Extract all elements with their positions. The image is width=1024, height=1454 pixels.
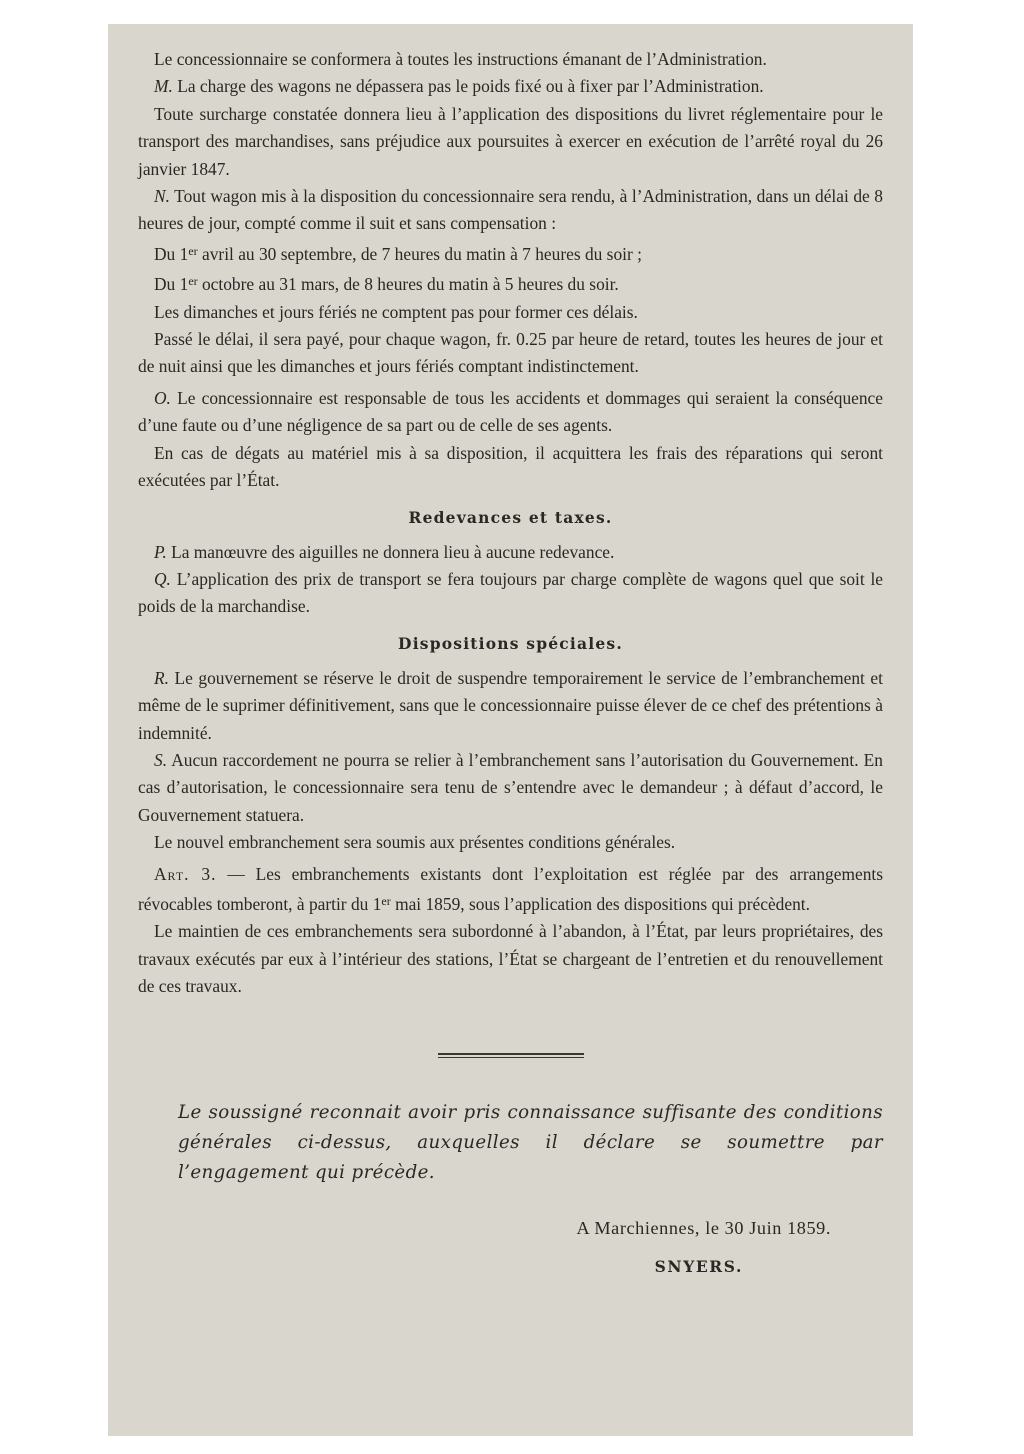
paragraph-maintenance: Le maintien de ces embranchements sera subordonné à l’abandon, à l’État, par leurs propriétaires, des travaux exécutés par eux à l’intérieur des stations, l’État se chargeant de l’entretien et du renouvellement de ces travaux. — [138, 921, 883, 997]
superscript-er: er — [381, 893, 391, 908]
clause-q-text: L’application des prix de transport se fera toujours par charge complète de wagons quel que soit le poids de la marchandise. — [138, 568, 883, 617]
signature-name: SNYERS. — [654, 1256, 743, 1276]
article-3-label: Art. 3. — [154, 863, 217, 884]
superscript-er: er — [188, 243, 198, 258]
clause-o-letter: O. — [154, 387, 171, 408]
schedule-winter-start: Du 1 — [154, 274, 189, 295]
separator-rule — [438, 1053, 584, 1058]
clause-q — [138, 566, 883, 621]
article-3-text-start: — Les embranchements existants dont l’exploitation est réglée par des arrangements révocables tomberont, à partir du 1 — [138, 863, 883, 914]
superscript-er: er — [188, 274, 198, 289]
schedule-winter — [138, 268, 883, 298]
clause-m — [138, 73, 883, 100]
declaration-text: Le soussigné reconnait avoir pris connaissance suffisante des conditions générales ci-dessus, auxquelles il déclare se soumettre par l’engagement qui précède. — [178, 1101, 883, 1183]
clause-p-letter: P. — [154, 541, 167, 562]
clause-s — [138, 747, 883, 829]
article-3-text-end: mai 1859, sous l’application des dispositions qui précèdent. — [390, 893, 810, 914]
document-body — [138, 46, 883, 1001]
clause-m-letter: M. — [154, 76, 173, 97]
paragraph-sundays: Les dimanches et jours fériés ne comptent pas pour former ces délais. — [154, 301, 638, 322]
clause-m-text: La charge des wagons ne dépassera pas le poids fixé ou à fixer par l’Administration. — [177, 76, 764, 97]
clause-r — [138, 665, 883, 747]
heading-redevances: Redevances et taxes. — [408, 507, 613, 527]
paragraph-new-branch: Le nouvel embranchement sera soumis aux présentes conditions générales. — [154, 832, 676, 853]
clause-p-text: La manœuvre des aiguilles ne donnera lieu à aucune redevance. — [171, 541, 615, 562]
clause-n — [138, 183, 883, 238]
schedule-summer-start: Du 1 — [154, 243, 189, 264]
clause-s-text: Aucun raccordement ne pourra se relier à l’embranchement sans l’autorisation du Gouvernement. En cas d’autorisation, le concessionnaire sera tenu de s’entendre avec le demandeur ; à défaut d’accord, le Gouvernement statuera. — [138, 749, 883, 825]
paragraph-instructions: Le concessionnaire se conformera à toutes les instructions émanant de l’Administration. — [154, 49, 767, 69]
clause-n-text: Tout wagon mis à la disposition du concessionnaire sera rendu, à l’Administration, dans un délai de 8 heures de jour, compté comme il suit et sans compensation : — [138, 186, 883, 234]
clause-p — [138, 539, 883, 566]
clause-r-letter: R. — [154, 667, 169, 688]
clause-s-letter: S. — [154, 749, 168, 770]
clause-n-letter: N. — [154, 186, 170, 207]
clause-q-letter: Q. — [154, 568, 171, 589]
schedule-summer-end: avril au 30 septembre, de 7 heures du matin à 7 heures du soir ; — [197, 243, 642, 264]
schedule-summer — [138, 238, 883, 268]
clause-o-text: Le concessionnaire est responsable de tous les accidents et dommages qui seraient la conséquence d’une faute ou d’une négligence de sa part ou de celle de ses agents. — [138, 387, 883, 436]
document-page — [108, 24, 913, 1436]
paragraph-surcharge: Toute surcharge constatée donnera lieu à l’application des dispositions du livret réglementaire pour le transport des marchandises, sans préjudice aux poursuites à exercer en exécution de l’arrêté royal du 26 janvier 1847. — [138, 103, 883, 179]
clause-o — [138, 385, 883, 440]
article-3 — [138, 861, 883, 919]
paragraph-late-fee: Passé le délai, il sera payé, pour chaque wagon, fr. 0.25 par heure de retard, toutes les heures de jour et de nuit ainsi que les dimanches et jours fériés comptant indistinctement. — [138, 329, 883, 377]
heading-dispositions: Dispositions spéciales. — [398, 633, 623, 653]
place-date: A Marchiennes, le 30 Juin 1859. — [576, 1217, 831, 1238]
clause-r-text: Le gouvernement se réserve le droit de suspendre temporairement le service de l’embranchement et même de le suprimer définitivement, sans que le concessionnaire puisse élever de ce chef des prétentions à indemnité. — [138, 667, 883, 743]
schedule-winter-end: octobre au 31 mars, de 8 heures du matin à 5 heures du soir. — [197, 274, 619, 295]
paragraph-damages: En cas de dégats au matériel mis à sa disposition, il acquittera les frais des réparations qui seront exécutées par l’État. — [138, 442, 883, 491]
